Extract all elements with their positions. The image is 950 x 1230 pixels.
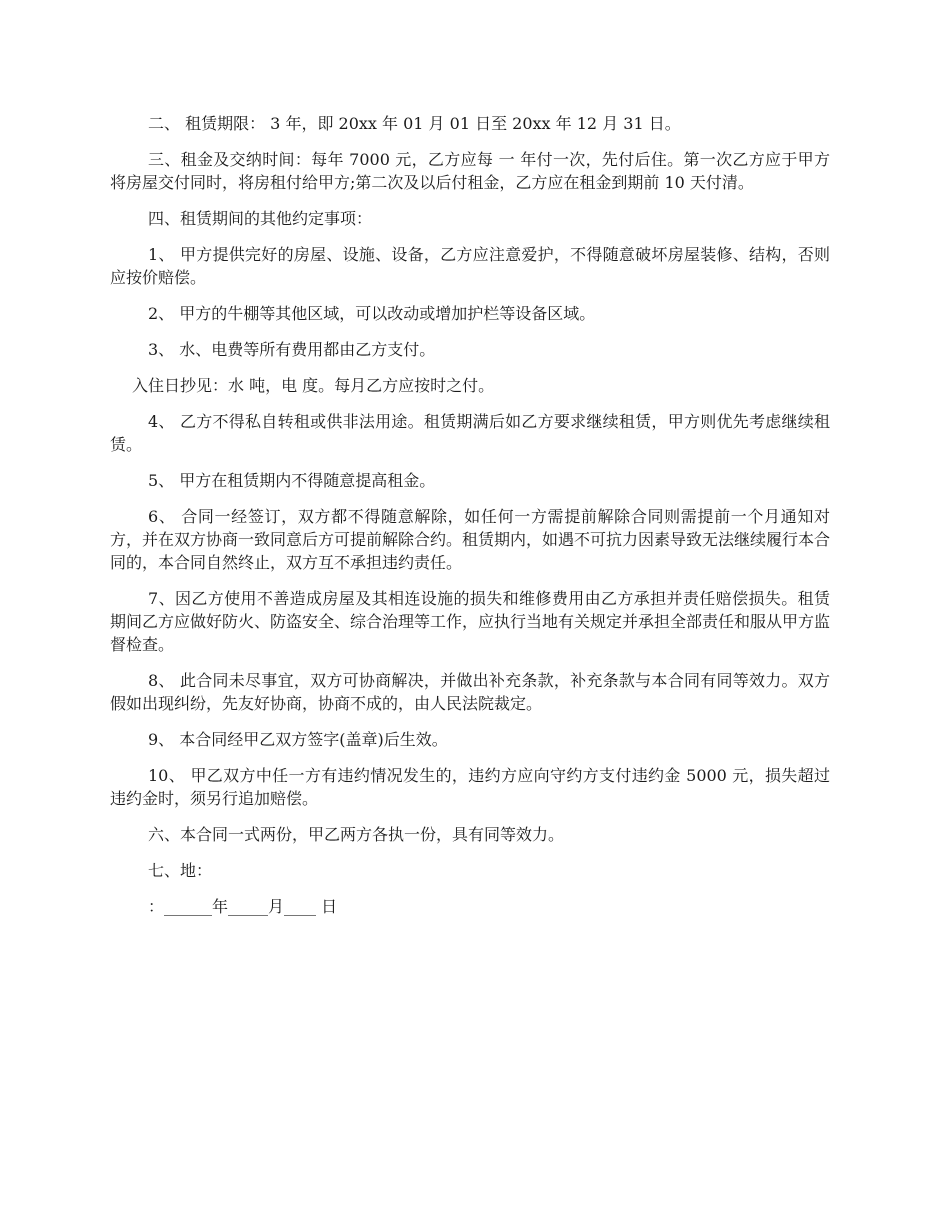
clause-item-10: 10、 甲乙双方中任一方有违约情况发生的，违约方应向守约方支付违约金 5000 元，损失超过违约金时，须另行追加赔偿。 <box>110 766 830 808</box>
clause-item-8: 8、 此合同未尽事宜，双方可协商解决，并做出补充条款，补充条款与本合同有同等效力。双方假如出现纠纷，先友好协商，协商不成的，由人民法院裁定。 <box>110 671 830 713</box>
clause-rent-payment: 三、租金及交纳时间：每年 7000 元，乙方应每 一 年付一次，先付后住。第一次乙方应于甲方将房屋交付同时，将房租付给甲方;第二次及以后付租金，乙方应在租金到期前 10 天付清。 <box>110 150 830 192</box>
clause-item-4: 4、 乙方不得私自转租或供非法用途。租赁期满后如乙方要求继续租赁，甲方则优先考虑继续租赁。 <box>110 412 830 454</box>
clause-item-2: 2、 甲方的牛棚等其他区域，可以改动或增加护栏等设备区域。 <box>148 304 596 323</box>
document-body <box>110 112 830 931</box>
clause-copies: 六、本合同一式两份，甲乙两方各执一份，具有同等效力。 <box>148 825 565 844</box>
clause-item-9: 9、 本合同经甲乙双方签字(盖章)后生效。 <box>148 730 448 749</box>
clause-item-5: 5、 甲方在租赁期内不得随意提高租金。 <box>148 471 436 490</box>
clause-location: 七、地： <box>148 861 213 880</box>
clause-item-3: 3、 水、电费等所有费用都由乙方支付。 <box>148 340 436 359</box>
clause-item-7: 7、因乙方使用不善造成房屋及其相连设施的损失和维修费用由乙方承担并责任赔偿损失。租赁期间乙方应做好防火、防盗安全、综合治理等工作，应执行当地有关规定并承担全部责任和服从甲方监督检查。 <box>110 589 831 654</box>
clause-lease-term: 二、 租赁期限： 3 年，即 20xx 年 01 月 01 日至 20xx 年 12 月 31 日。 <box>148 114 681 133</box>
clause-other-terms-heading: 四、租赁期间的其他约定事项： <box>148 209 373 228</box>
meter-reading-note: 入住日抄见：水 吨，电 度。每月乙方应按时之付。 <box>132 376 495 395</box>
clause-item-6: 6、 合同一经签订，双方都不得随意解除，如任何一方需提前解除合同则需提前一个月通知对方，并在双方协商一致同意后方可提前解除合约。租赁期内，如遇不可抗力因素导致无法继续履行本合同的，本合同自然终止，双方互不承担违约责任。 <box>110 507 831 572</box>
clause-item-1: 1、 甲方提供完好的房屋、设施、设备，乙方应注意爱护，不得随意破坏房屋装修、结构，否则应按价赔偿。 <box>110 245 830 287</box>
signature-date-line: ：______年_____月____ 日 <box>148 897 338 916</box>
